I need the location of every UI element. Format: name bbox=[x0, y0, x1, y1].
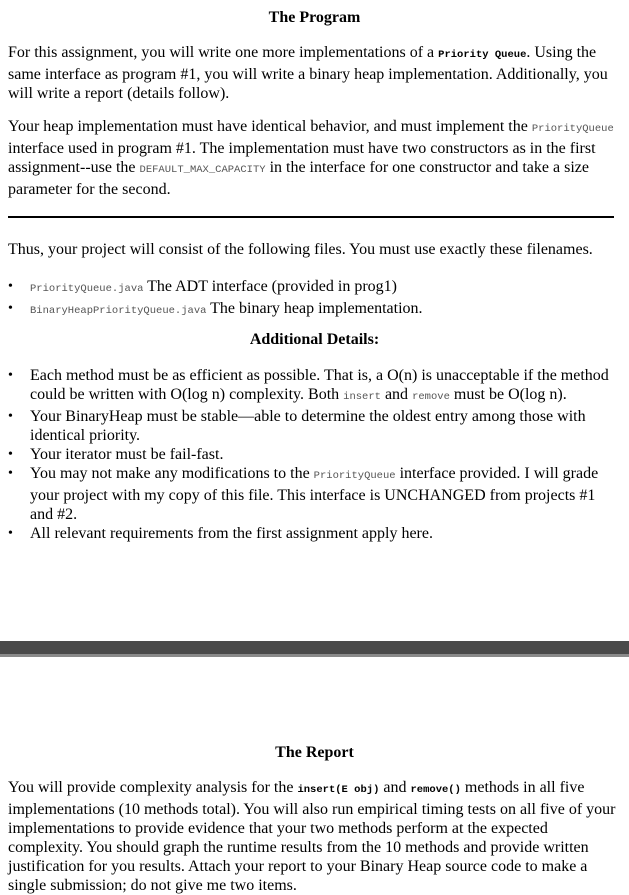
implementation-paragraph: Your heap implementation must have identical behavior, and must implement the PriorityQueue interface used in program #1. The implementation must have two constructors as in the first assignment--use the DEFAULT_MAX_CAPACITY in the interface for one constructor and take a size parameter for the second. bbox=[8, 118, 614, 198]
details-list bbox=[8, 366, 620, 543]
list-item: • Each method must be as efficient as possible. That is, a O(n) is unacceptable if the method could be written with O(log n) complexity. Both insert and remove must be O(log n). bbox=[8, 366, 620, 407]
priorityqueue-code: PriorityQueue bbox=[531, 123, 614, 135]
report-paragraph: You will provide complexity analysis for the insert(E obj) and remove() methods in all five implementations (10 methods total). You will also run empirical timing tests on all five of your implementations to provide evidence that your two methods perform at the expected complexity. You should graph the runtime results from the 10 methods and provide written justification for you results. Attach your report to your Binary Heap source code to make a single submission; do not give me two items. bbox=[8, 779, 616, 894]
report-heading: The Report bbox=[275, 744, 354, 761]
list-item: • Your BinaryHeap must be stable—able to determine the oldest entry among those with identical priority. bbox=[8, 407, 620, 445]
list-item: • PriorityQueue.java The ADT interface (provided in prog1) bbox=[8, 277, 620, 299]
priority-queue-code: Priority Queue bbox=[438, 49, 527, 61]
list-item: • BinaryHeapPriorityQueue.java The binary heap implementation. bbox=[8, 299, 620, 321]
list-item: • Your iterator must be fail-fast. bbox=[8, 445, 620, 464]
page-separator-shadow bbox=[0, 654, 629, 657]
insert-obj-code: insert(E obj) bbox=[297, 784, 380, 796]
default-max-capacity-code: DEFAULT_MAX_CAPACITY bbox=[139, 164, 266, 176]
details-heading: Additional Details: bbox=[249, 331, 380, 348]
insert-code: insert bbox=[343, 391, 381, 403]
remove-code: remove() bbox=[410, 784, 461, 796]
list-item: • You may not make any modifications to the PriorityQueue interface provided. I will grade your project with my copy of this file. This interface is UNCHANGED from projects #1 and #2. bbox=[8, 464, 620, 524]
list-item: • All relevant requirements from the first assignment apply here. bbox=[8, 524, 620, 543]
intro-paragraph: For this assignment, you will write one more implementations of a Priority Queue. Using the same interface as program #1, you will write a binary heap implementation. Additionally, you will write a report (details follow). bbox=[8, 44, 608, 102]
file-list bbox=[8, 277, 620, 321]
remove-code: remove bbox=[412, 391, 450, 403]
program-heading: The Program bbox=[268, 9, 361, 26]
section-divider bbox=[8, 216, 614, 218]
files-paragraph: Thus, your project will consist of the following files. You must use exactly these filenames. bbox=[8, 241, 593, 258]
file-name: BinaryHeapPriorityQueue.java bbox=[30, 305, 207, 317]
priorityqueue-code: PriorityQueue bbox=[313, 470, 396, 482]
file-name: PriorityQueue.java bbox=[30, 283, 144, 295]
